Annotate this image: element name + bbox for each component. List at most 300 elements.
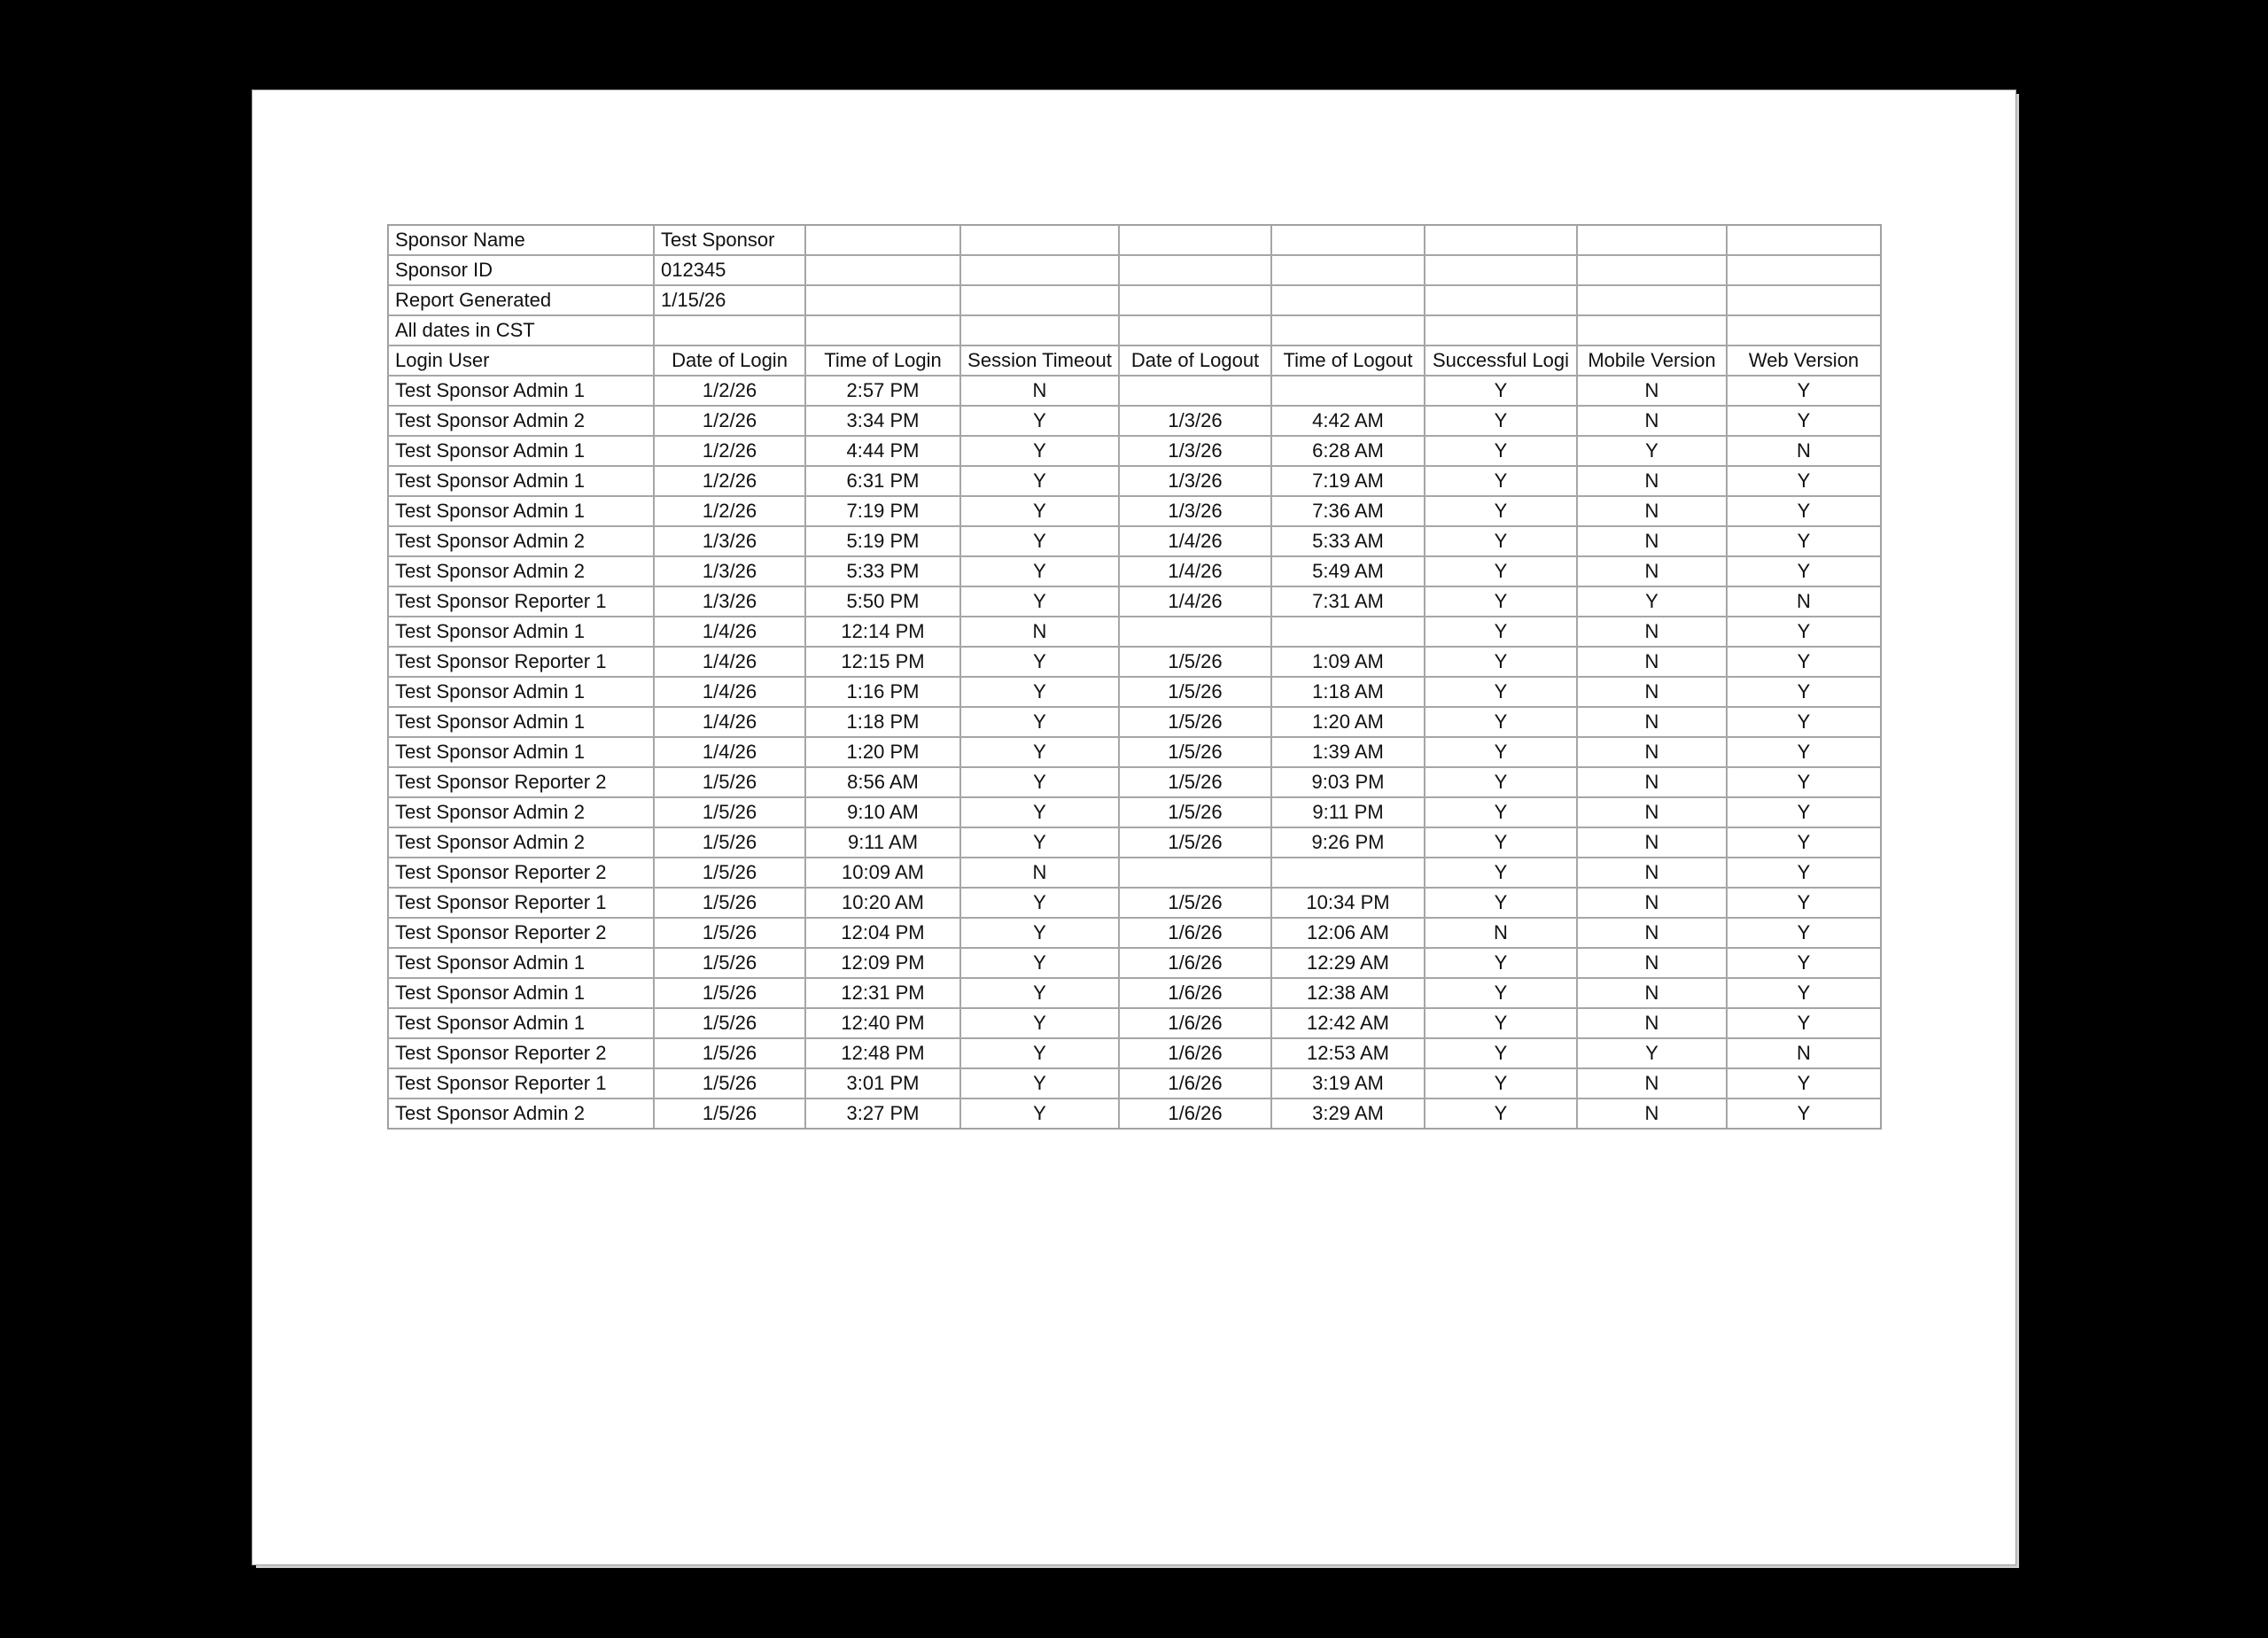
table-row — [388, 586, 1881, 617]
cell-mobile-version: N — [1577, 647, 1727, 677]
empty-cell — [1577, 225, 1727, 255]
cell-successful-login: Y — [1425, 376, 1577, 406]
cell-date-of-login: 1/5/26 — [654, 1098, 805, 1129]
cell-web-version: Y — [1727, 496, 1881, 526]
cell-time-of-logout: 10:34 PM — [1271, 888, 1425, 918]
empty-cell — [1119, 285, 1271, 315]
info-row — [388, 315, 1881, 345]
cell-session-timeout: Y — [960, 677, 1119, 707]
cell-successful-login: Y — [1425, 858, 1577, 888]
cell-session-timeout: Y — [960, 647, 1119, 677]
cell-session-timeout: N — [960, 858, 1119, 888]
cell-successful-login: Y — [1425, 1098, 1577, 1129]
cell-login-user: Test Sponsor Admin 1 — [388, 737, 654, 767]
info-value-cell: Test Sponsor — [654, 225, 805, 255]
empty-cell — [1577, 285, 1727, 315]
table-row — [388, 647, 1881, 677]
cell-mobile-version: N — [1577, 948, 1727, 978]
cell-mobile-version: N — [1577, 707, 1727, 737]
empty-cell — [1577, 315, 1727, 345]
empty-cell — [1271, 315, 1425, 345]
cell-mobile-version: N — [1577, 466, 1727, 496]
cell-successful-login: Y — [1425, 496, 1577, 526]
cell-session-timeout: Y — [960, 948, 1119, 978]
empty-cell — [960, 255, 1119, 285]
cell-mobile-version: N — [1577, 827, 1727, 858]
cell-web-version: Y — [1727, 1068, 1881, 1098]
column-header-date-of-login: Date of Login — [654, 345, 805, 376]
cell-date-of-logout: 1/5/26 — [1119, 888, 1271, 918]
cell-date-of-login: 1/5/26 — [654, 888, 805, 918]
cell-session-timeout: Y — [960, 526, 1119, 556]
cell-login-user: Test Sponsor Reporter 1 — [388, 888, 654, 918]
cell-mobile-version: N — [1577, 797, 1727, 827]
cell-time-of-login: 1:18 PM — [805, 707, 960, 737]
cell-login-user: Test Sponsor Reporter 1 — [388, 586, 654, 617]
cell-web-version: N — [1727, 1038, 1881, 1068]
cell-successful-login: Y — [1425, 1068, 1577, 1098]
empty-cell — [805, 225, 960, 255]
cell-web-version: N — [1727, 586, 1881, 617]
cell-web-version: Y — [1727, 526, 1881, 556]
cell-date-of-login: 1/5/26 — [654, 948, 805, 978]
cell-mobile-version: Y — [1577, 586, 1727, 617]
cell-mobile-version: N — [1577, 858, 1727, 888]
table-row — [388, 1008, 1881, 1038]
cell-date-of-logout — [1119, 376, 1271, 406]
cell-login-user: Test Sponsor Admin 2 — [388, 827, 654, 858]
cell-date-of-login: 1/5/26 — [654, 1068, 805, 1098]
cell-mobile-version: N — [1577, 918, 1727, 948]
cell-time-of-logout: 7:19 AM — [1271, 466, 1425, 496]
cell-mobile-version: N — [1577, 737, 1727, 767]
cell-successful-login: Y — [1425, 1008, 1577, 1038]
cell-time-of-login: 5:33 PM — [805, 556, 960, 586]
cell-time-of-logout: 1:20 AM — [1271, 707, 1425, 737]
table-row — [388, 526, 1881, 556]
cell-date-of-login: 1/4/26 — [654, 677, 805, 707]
column-header-time-of-login: Time of Login — [805, 345, 960, 376]
cell-date-of-login: 1/5/26 — [654, 918, 805, 948]
cell-login-user: Test Sponsor Reporter 2 — [388, 918, 654, 948]
table-row — [388, 406, 1881, 436]
login-report-table — [387, 224, 1882, 1130]
cell-session-timeout: Y — [960, 586, 1119, 617]
cell-time-of-login: 10:20 AM — [805, 888, 960, 918]
empty-cell — [1727, 315, 1881, 345]
table-row — [388, 978, 1881, 1008]
info-label-cell: Sponsor ID — [388, 255, 654, 285]
cell-session-timeout: Y — [960, 556, 1119, 586]
table-row — [388, 858, 1881, 888]
table-body — [388, 225, 1881, 1129]
cell-mobile-version: N — [1577, 406, 1727, 436]
cell-time-of-login: 1:16 PM — [805, 677, 960, 707]
cell-time-of-login: 9:10 AM — [805, 797, 960, 827]
empty-cell — [1271, 255, 1425, 285]
empty-cell — [1727, 225, 1881, 255]
cell-successful-login: N — [1425, 918, 1577, 948]
cell-mobile-version: Y — [1577, 436, 1727, 466]
cell-time-of-logout: 12:38 AM — [1271, 978, 1425, 1008]
cell-time-of-logout: 7:31 AM — [1271, 586, 1425, 617]
cell-date-of-logout: 1/6/26 — [1119, 1038, 1271, 1068]
cell-session-timeout: Y — [960, 406, 1119, 436]
cell-web-version: Y — [1727, 827, 1881, 858]
cell-successful-login: Y — [1425, 556, 1577, 586]
empty-cell — [805, 285, 960, 315]
cell-successful-login: Y — [1425, 466, 1577, 496]
cell-mobile-version: N — [1577, 1008, 1727, 1038]
cell-time-of-login: 1:20 PM — [805, 737, 960, 767]
cell-successful-login: Y — [1425, 888, 1577, 918]
cell-session-timeout: Y — [960, 797, 1119, 827]
empty-cell — [1119, 315, 1271, 345]
cell-successful-login: Y — [1425, 797, 1577, 827]
cell-login-user: Test Sponsor Admin 1 — [388, 617, 654, 647]
cell-time-of-logout: 5:33 AM — [1271, 526, 1425, 556]
cell-successful-login: Y — [1425, 617, 1577, 647]
cell-web-version: Y — [1727, 918, 1881, 948]
cell-time-of-logout: 4:42 AM — [1271, 406, 1425, 436]
info-row — [388, 225, 1881, 255]
empty-cell — [1119, 255, 1271, 285]
cell-session-timeout: Y — [960, 707, 1119, 737]
empty-cell — [1271, 285, 1425, 315]
cell-session-timeout: Y — [960, 1038, 1119, 1068]
cell-time-of-logout: 12:53 AM — [1271, 1038, 1425, 1068]
cell-web-version: Y — [1727, 797, 1881, 827]
cell-login-user: Test Sponsor Reporter 2 — [388, 858, 654, 888]
cell-session-timeout: Y — [960, 978, 1119, 1008]
cell-time-of-logout: 3:29 AM — [1271, 1098, 1425, 1129]
cell-date-of-logout: 1/4/26 — [1119, 556, 1271, 586]
cell-mobile-version: N — [1577, 617, 1727, 647]
header-row — [388, 345, 1881, 376]
cell-successful-login: Y — [1425, 406, 1577, 436]
empty-cell — [1425, 225, 1577, 255]
cell-date-of-logout: 1/6/26 — [1119, 1008, 1271, 1038]
cell-web-version: Y — [1727, 737, 1881, 767]
cell-successful-login: Y — [1425, 948, 1577, 978]
table-row — [388, 1068, 1881, 1098]
cell-time-of-logout: 6:28 AM — [1271, 436, 1425, 466]
info-label-cell: All dates in CST — [388, 315, 654, 345]
cell-login-user: Test Sponsor Admin 1 — [388, 466, 654, 496]
cell-date-of-login: 1/4/26 — [654, 647, 805, 677]
cell-date-of-logout: 1/3/26 — [1119, 406, 1271, 436]
cell-successful-login: Y — [1425, 436, 1577, 466]
cell-session-timeout: N — [960, 376, 1119, 406]
column-header-mobile-version: Mobile Version — [1577, 345, 1727, 376]
cell-date-of-logout: 1/5/26 — [1119, 707, 1271, 737]
cell-session-timeout: Y — [960, 436, 1119, 466]
cell-mobile-version: N — [1577, 556, 1727, 586]
cell-time-of-login: 4:44 PM — [805, 436, 960, 466]
empty-cell — [1119, 225, 1271, 255]
cell-time-of-logout: 3:19 AM — [1271, 1068, 1425, 1098]
info-value-cell — [654, 315, 805, 345]
cell-session-timeout: Y — [960, 888, 1119, 918]
cell-successful-login: Y — [1425, 707, 1577, 737]
empty-cell — [960, 315, 1119, 345]
cell-time-of-login: 12:14 PM — [805, 617, 960, 647]
cell-successful-login: Y — [1425, 1038, 1577, 1068]
cell-login-user: Test Sponsor Admin 2 — [388, 797, 654, 827]
cell-time-of-login: 12:15 PM — [805, 647, 960, 677]
cell-time-of-logout: 1:09 AM — [1271, 647, 1425, 677]
cell-web-version: Y — [1727, 376, 1881, 406]
cell-web-version: Y — [1727, 466, 1881, 496]
empty-cell — [1727, 285, 1881, 315]
cell-web-version: Y — [1727, 647, 1881, 677]
info-label-cell: Sponsor Name — [388, 225, 654, 255]
cell-time-of-logout: 9:26 PM — [1271, 827, 1425, 858]
cell-date-of-logout: 1/5/26 — [1119, 647, 1271, 677]
cell-web-version: Y — [1727, 948, 1881, 978]
cell-date-of-login: 1/4/26 — [654, 737, 805, 767]
cell-time-of-login: 6:31 PM — [805, 466, 960, 496]
cell-session-timeout: Y — [960, 1068, 1119, 1098]
cell-login-user: Test Sponsor Admin 2 — [388, 406, 654, 436]
table-row — [388, 496, 1881, 526]
cell-time-of-login: 12:31 PM — [805, 978, 960, 1008]
cell-session-timeout: Y — [960, 466, 1119, 496]
document-page — [252, 90, 2016, 1564]
table-row — [388, 1098, 1881, 1129]
cell-date-of-login: 1/5/26 — [654, 1008, 805, 1038]
info-value-cell: 012345 — [654, 255, 805, 285]
empty-cell — [805, 255, 960, 285]
cell-session-timeout: Y — [960, 496, 1119, 526]
cell-date-of-logout: 1/3/26 — [1119, 436, 1271, 466]
table-row — [388, 827, 1881, 858]
cell-date-of-login: 1/3/26 — [654, 526, 805, 556]
table-row — [388, 797, 1881, 827]
cell-time-of-logout — [1271, 617, 1425, 647]
cell-web-version: N — [1727, 436, 1881, 466]
cell-date-of-logout: 1/4/26 — [1119, 586, 1271, 617]
column-header-login-user: Login User — [388, 345, 654, 376]
cell-session-timeout: Y — [960, 918, 1119, 948]
cell-date-of-login: 1/3/26 — [654, 556, 805, 586]
cell-login-user: Test Sponsor Reporter 1 — [388, 647, 654, 677]
cell-date-of-login: 1/2/26 — [654, 496, 805, 526]
cell-session-timeout: Y — [960, 1008, 1119, 1038]
cell-time-of-logout: 1:18 AM — [1271, 677, 1425, 707]
column-header-session-timeout: Session Timeout — [960, 345, 1119, 376]
cell-time-of-login: 7:19 PM — [805, 496, 960, 526]
table-row — [388, 707, 1881, 737]
cell-date-of-login: 1/4/26 — [654, 707, 805, 737]
cell-date-of-login: 1/2/26 — [654, 466, 805, 496]
cell-web-version: Y — [1727, 406, 1881, 436]
table-row — [388, 948, 1881, 978]
table-row — [388, 436, 1881, 466]
cell-web-version: Y — [1727, 556, 1881, 586]
cell-date-of-login: 1/5/26 — [654, 858, 805, 888]
cell-successful-login: Y — [1425, 767, 1577, 797]
empty-cell — [960, 285, 1119, 315]
cell-date-of-logout: 1/5/26 — [1119, 797, 1271, 827]
table-row — [388, 918, 1881, 948]
table-row — [388, 888, 1881, 918]
table-row — [388, 767, 1881, 797]
cell-time-of-logout — [1271, 376, 1425, 406]
cell-date-of-login: 1/5/26 — [654, 767, 805, 797]
cell-date-of-logout: 1/5/26 — [1119, 767, 1271, 797]
cell-time-of-logout: 9:11 PM — [1271, 797, 1425, 827]
cell-login-user: Test Sponsor Reporter 1 — [388, 1068, 654, 1098]
cell-date-of-logout: 1/3/26 — [1119, 466, 1271, 496]
cell-date-of-login: 1/2/26 — [654, 406, 805, 436]
table-row — [388, 617, 1881, 647]
cell-time-of-login: 2:57 PM — [805, 376, 960, 406]
table-row — [388, 376, 1881, 406]
cell-login-user: Test Sponsor Admin 1 — [388, 1008, 654, 1038]
table-row — [388, 1038, 1881, 1068]
cell-date-of-login: 1/5/26 — [654, 978, 805, 1008]
cell-date-of-logout: 1/6/26 — [1119, 948, 1271, 978]
cell-date-of-logout: 1/5/26 — [1119, 737, 1271, 767]
cell-date-of-login: 1/2/26 — [654, 436, 805, 466]
empty-cell — [1271, 225, 1425, 255]
cell-web-version: Y — [1727, 888, 1881, 918]
cell-login-user: Test Sponsor Admin 1 — [388, 677, 654, 707]
cell-time-of-login: 12:40 PM — [805, 1008, 960, 1038]
cell-time-of-login: 9:11 AM — [805, 827, 960, 858]
cell-date-of-logout: 1/6/26 — [1119, 1098, 1271, 1129]
cell-date-of-logout: 1/5/26 — [1119, 677, 1271, 707]
cell-session-timeout: N — [960, 617, 1119, 647]
info-label-cell: Report Generated — [388, 285, 654, 315]
column-header-web-version: Web Version — [1727, 345, 1881, 376]
empty-cell — [1425, 315, 1577, 345]
cell-date-of-logout: 1/3/26 — [1119, 496, 1271, 526]
cell-successful-login: Y — [1425, 827, 1577, 858]
cell-time-of-login: 5:19 PM — [805, 526, 960, 556]
cell-time-of-logout: 9:03 PM — [1271, 767, 1425, 797]
cell-mobile-version: N — [1577, 1068, 1727, 1098]
cell-successful-login: Y — [1425, 677, 1577, 707]
cell-date-of-login: 1/2/26 — [654, 376, 805, 406]
cell-session-timeout: Y — [960, 767, 1119, 797]
cell-date-of-logout — [1119, 617, 1271, 647]
cell-mobile-version: N — [1577, 767, 1727, 797]
info-value-cell: 1/15/26 — [654, 285, 805, 315]
cell-mobile-version: N — [1577, 1098, 1727, 1129]
column-header-successful-login: Successful Logi — [1425, 345, 1577, 376]
cell-date-of-login: 1/5/26 — [654, 827, 805, 858]
cell-successful-login: Y — [1425, 978, 1577, 1008]
cell-login-user: Test Sponsor Admin 2 — [388, 556, 654, 586]
cell-web-version: Y — [1727, 978, 1881, 1008]
cell-mobile-version: N — [1577, 677, 1727, 707]
column-header-date-of-logout: Date of Logout — [1119, 345, 1271, 376]
empty-cell — [1727, 255, 1881, 285]
table-row — [388, 466, 1881, 496]
cell-time-of-login: 3:34 PM — [805, 406, 960, 436]
cell-time-of-logout: 5:49 AM — [1271, 556, 1425, 586]
cell-mobile-version: N — [1577, 888, 1727, 918]
cell-successful-login: Y — [1425, 737, 1577, 767]
table-row — [388, 556, 1881, 586]
empty-cell — [960, 225, 1119, 255]
empty-cell — [805, 315, 960, 345]
cell-web-version: Y — [1727, 707, 1881, 737]
cell-date-of-logout: 1/4/26 — [1119, 526, 1271, 556]
cell-web-version: Y — [1727, 858, 1881, 888]
cell-time-of-logout — [1271, 858, 1425, 888]
cell-time-of-login: 12:48 PM — [805, 1038, 960, 1068]
cell-date-of-login: 1/5/26 — [654, 797, 805, 827]
cell-successful-login: Y — [1425, 586, 1577, 617]
cell-mobile-version: N — [1577, 978, 1727, 1008]
cell-date-of-logout — [1119, 858, 1271, 888]
cell-login-user: Test Sponsor Admin 1 — [388, 978, 654, 1008]
cell-login-user: Test Sponsor Admin 1 — [388, 376, 654, 406]
cell-mobile-version: Y — [1577, 1038, 1727, 1068]
cell-session-timeout: Y — [960, 1098, 1119, 1129]
cell-login-user: Test Sponsor Admin 2 — [388, 526, 654, 556]
cell-login-user: Test Sponsor Admin 1 — [388, 707, 654, 737]
cell-time-of-logout: 1:39 AM — [1271, 737, 1425, 767]
cell-time-of-login: 3:01 PM — [805, 1068, 960, 1098]
cell-time-of-logout: 12:29 AM — [1271, 948, 1425, 978]
cell-mobile-version: N — [1577, 376, 1727, 406]
cell-web-version: Y — [1727, 767, 1881, 797]
cell-date-of-logout: 1/5/26 — [1119, 827, 1271, 858]
empty-cell — [1425, 285, 1577, 315]
table-row — [388, 737, 1881, 767]
cell-date-of-logout: 1/6/26 — [1119, 918, 1271, 948]
cell-login-user: Test Sponsor Admin 2 — [388, 1098, 654, 1129]
cell-time-of-logout: 12:42 AM — [1271, 1008, 1425, 1038]
cell-date-of-login: 1/4/26 — [654, 617, 805, 647]
cell-date-of-logout: 1/6/26 — [1119, 978, 1271, 1008]
cell-time-of-login: 5:50 PM — [805, 586, 960, 617]
table-row — [388, 677, 1881, 707]
info-row — [388, 255, 1881, 285]
cell-time-of-login: 12:09 PM — [805, 948, 960, 978]
cell-login-user: Test Sponsor Reporter 2 — [388, 1038, 654, 1068]
cell-time-of-logout: 7:36 AM — [1271, 496, 1425, 526]
cell-login-user: Test Sponsor Reporter 2 — [388, 767, 654, 797]
cell-successful-login: Y — [1425, 647, 1577, 677]
info-row — [388, 285, 1881, 315]
cell-web-version: Y — [1727, 1008, 1881, 1038]
cell-time-of-login: 3:27 PM — [805, 1098, 960, 1129]
cell-mobile-version: N — [1577, 526, 1727, 556]
cell-web-version: Y — [1727, 617, 1881, 647]
cell-time-of-logout: 12:06 AM — [1271, 918, 1425, 948]
cell-time-of-login: 8:56 AM — [805, 767, 960, 797]
column-header-time-of-logout: Time of Logout — [1271, 345, 1425, 376]
cell-login-user: Test Sponsor Admin 1 — [388, 496, 654, 526]
empty-cell — [1425, 255, 1577, 285]
cell-login-user: Test Sponsor Admin 1 — [388, 436, 654, 466]
cell-date-of-login: 1/3/26 — [654, 586, 805, 617]
cell-session-timeout: Y — [960, 827, 1119, 858]
cell-web-version: Y — [1727, 677, 1881, 707]
cell-successful-login: Y — [1425, 526, 1577, 556]
cell-mobile-version: N — [1577, 496, 1727, 526]
cell-date-of-login: 1/5/26 — [654, 1038, 805, 1068]
cell-session-timeout: Y — [960, 737, 1119, 767]
cell-time-of-login: 10:09 AM — [805, 858, 960, 888]
empty-cell — [1577, 255, 1727, 285]
cell-time-of-login: 12:04 PM — [805, 918, 960, 948]
